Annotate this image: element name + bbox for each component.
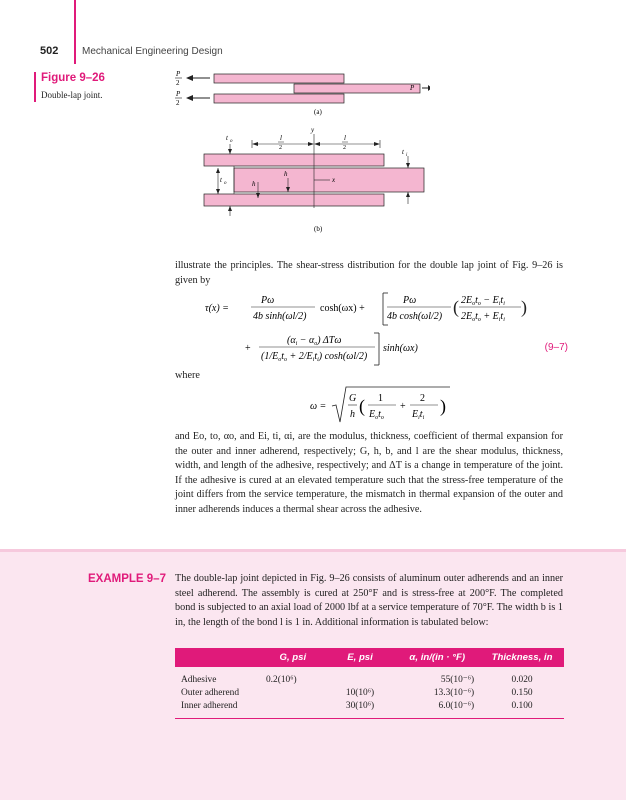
load-half-num-bottom: P: [176, 90, 181, 98]
table-row: [175, 699, 564, 719]
load-arrowhead-top: [186, 75, 193, 81]
svg-text:o: o: [224, 181, 227, 186]
table-cell: 6.0(10⁻⁶): [394, 699, 480, 719]
omega-lhs: ω =: [310, 401, 327, 412]
figure-caption: Double-lap joint.: [41, 90, 103, 100]
header-rule: [74, 0, 76, 64]
svg-text:): ): [521, 297, 527, 317]
where-text: where: [175, 370, 200, 381]
figure-part-b: [204, 126, 424, 233]
eq-t1-den: 4b sinh(ωl/2): [253, 311, 307, 322]
table-cell: 0.020: [511, 674, 533, 685]
table-header: [175, 648, 260, 667]
table-cell: [260, 686, 326, 699]
eq-t2-den: 4b cosh(ωl/2): [387, 311, 443, 322]
inner-adherend-a: [294, 84, 420, 93]
ti-label: t: [402, 148, 404, 156]
table-header: G, psi: [260, 648, 326, 667]
table-cell: Adhesive: [181, 674, 217, 685]
svg-text:(: (: [453, 297, 459, 317]
table-cell: 0.150: [511, 687, 533, 698]
eq-line2-plus: +: [245, 343, 251, 354]
svg-text:2Eoto − Eiti: $2E_ot_o - E_it_i$: [461, 295, 505, 307]
eq-t1-func: cosh(ωx) +: [320, 303, 365, 314]
load-half-den-bottom: 2: [176, 99, 180, 107]
figure-label-a: (a): [314, 108, 322, 116]
svg-text:h: h: [350, 409, 355, 420]
table-cell: 30(10⁶): [326, 699, 395, 719]
table-cell: Inner adherend: [175, 699, 260, 719]
eq-t1-num: Pω: [261, 295, 275, 306]
outer-adherend-bottom-b: [204, 194, 384, 206]
svg-text:(1/Eoto + 2/Eiti) cosh(ωl/2): $(1/E_ot_o + 2/E_it_i)$ cosh(ωl/2): [261, 351, 368, 363]
to-label-top: t: [226, 134, 228, 142]
page-number: 502: [40, 45, 59, 57]
table-cell: 10(10⁶): [345, 687, 375, 698]
to-label-inner: t: [220, 176, 222, 184]
table-header: α, in/(in · °F): [394, 648, 480, 667]
figure-label-b: (b): [314, 225, 323, 233]
dim-l-half-den-right: 2: [343, 145, 346, 151]
h-label-right: h: [284, 170, 288, 178]
load-arrowhead-bottom: [186, 95, 193, 101]
svg-text:): ): [440, 396, 446, 416]
svg-text:(αi − αo) ΔTω: $(\alpha_i - \alpha_o)$ ΔTω: [287, 335, 342, 347]
example-text: The double-lap joint depicted in Fig. 9–26 consists of aluminum outer adherends and an inner steel adherend. The assembly is cured at 250°F and is stress-free at 200°F. The completed bond is subjected to an axial load of 2000 lbf at a service temperature of 70°F. The width b is 1 in, the length of the bond l is 1 in. Additional information is tabulated below:: [175, 573, 563, 628]
paragraph-intro: illustrate the principles. The shear-stress distribution for the double lap joint of Fig. 9–26 is given by: [175, 260, 563, 286]
table-cell: Outer adherend: [181, 687, 240, 698]
svg-text:o: o: [230, 139, 233, 144]
table-cell: 0.100: [480, 699, 564, 719]
outer-adherend-top-a: [214, 74, 344, 83]
paragraph-definitions: and Eo, to, αo, and Ei, ti, αi, are the modulus, thickness, coefficient of thermal expansion for the outer and inner adherend, respectively; G, h, b, and l are the shear modulus, thickness, width, and length of the adhesive, respectively; and ΔT is a change in temperature of the joint. If the adhesive is cured at an elevated temperature such that the stress-free temperature of the joint differs from the service temperature, the mismatch in thermal expansion of the outer and inner adherends induces a thermal shear across the adhesive.: [175, 431, 563, 515]
dim-l-half-den-left: 2: [279, 145, 282, 151]
load-half-den-top: 2: [176, 79, 180, 87]
table-cell: [326, 667, 395, 686]
double-lap-joint-figure: [170, 68, 430, 238]
table-header: Thickness, in: [480, 648, 564, 667]
equation-omega: [300, 384, 460, 428]
figure-part-a: [175, 70, 430, 116]
load-p-label: P: [410, 84, 415, 92]
example-panel-border: [0, 549, 626, 552]
svg-text:Eoto: $E_ot_o$: [369, 409, 384, 421]
running-head: Mechanical Engineering Design: [82, 46, 223, 57]
example-title: EXAMPLE 9–7: [88, 573, 166, 585]
svg-text:1: 1: [378, 393, 383, 404]
x-axis-label: x: [332, 176, 336, 184]
eq-lhs: τ(x) =: [205, 303, 229, 314]
outer-adherend-bottom-a: [214, 94, 344, 103]
svg-text:2Eoto + Eiti: $2E_ot_o + E_it_i$: [461, 311, 505, 323]
svg-text:Eiti: $E_it_i$: [412, 409, 425, 421]
table-cell: 0.2(10⁶): [265, 674, 297, 685]
table-header: E, psi: [326, 648, 395, 667]
dim-l-half-num-left: l: [280, 134, 282, 142]
eq-t2-num: Pω: [403, 295, 417, 306]
figure-title: Figure 9–26: [41, 72, 105, 84]
table-cell: 13.3(10⁻⁶): [433, 688, 475, 698]
eq-t4-func: sinh(ωx): [383, 343, 418, 354]
svg-text:(: (: [359, 396, 365, 416]
outer-adherend-top-b: [204, 154, 384, 166]
table-cell: [260, 699, 326, 719]
table-row: [175, 667, 564, 686]
svg-text:+: +: [400, 401, 406, 412]
y-axis-label: y: [311, 126, 315, 134]
load-half-num-top: P: [176, 70, 181, 78]
dim-l-half-num-right: l: [344, 134, 346, 142]
table-header-row: [175, 648, 564, 667]
table-row: [175, 686, 564, 699]
svg-text:2: 2: [420, 393, 425, 404]
load-arrowhead-right: [428, 85, 430, 91]
h-label-left: h: [252, 180, 256, 188]
svg-text:i: i: [406, 153, 408, 158]
equation-number: (9–7): [544, 342, 568, 353]
table-cell: 55(10⁻⁶): [440, 675, 475, 685]
figure-accent-bar: [34, 72, 36, 102]
svg-text:G: G: [349, 393, 357, 404]
properties-table: [175, 648, 564, 719]
equation-9-7: [175, 288, 575, 368]
